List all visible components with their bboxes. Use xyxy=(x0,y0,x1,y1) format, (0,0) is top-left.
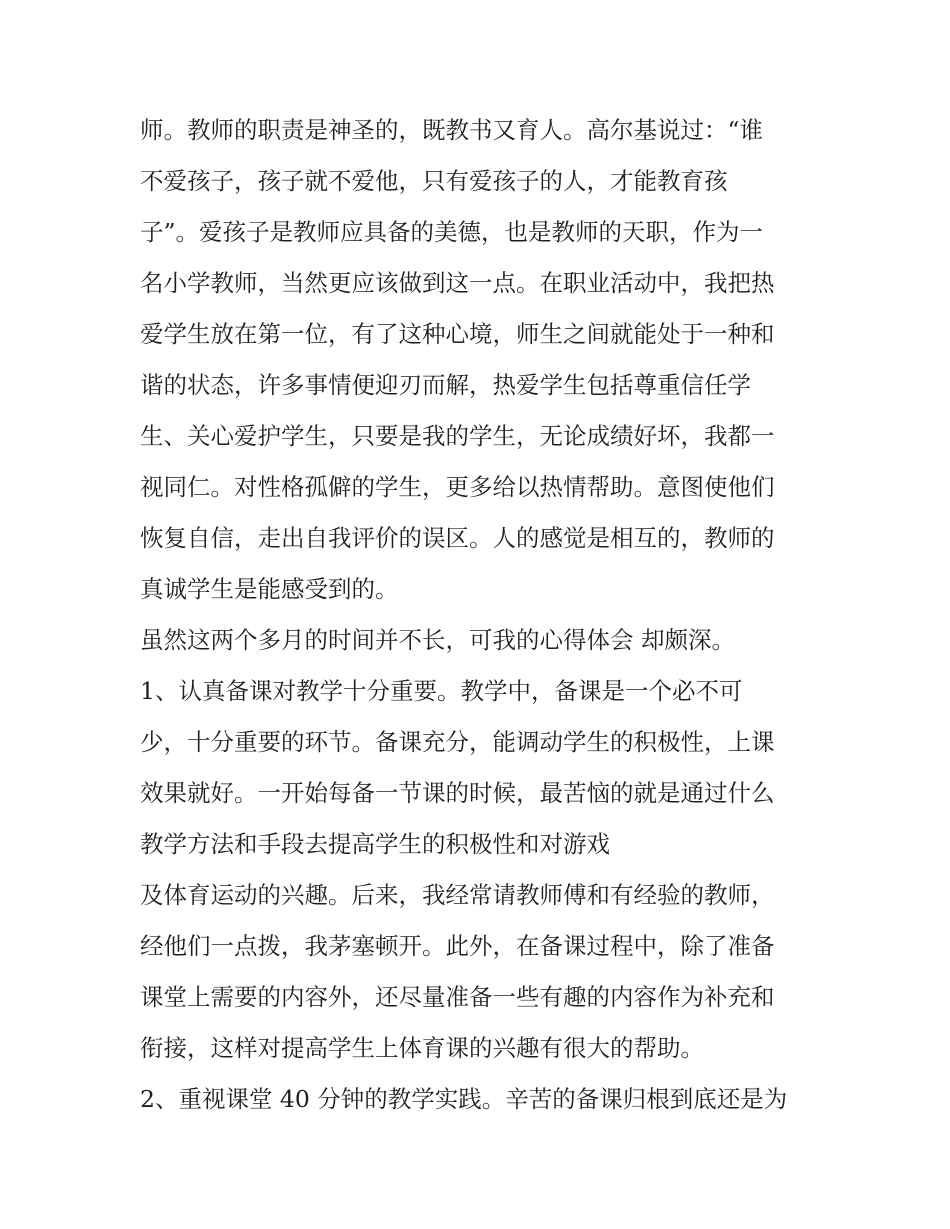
text-line: 经他们一点拨，我茅塞顿开。此外，在备课过程中，除了准备 xyxy=(140,932,775,960)
text-line: 爱学生放在第一位，有了这种心境，师生之间就能处于一种和 xyxy=(140,320,775,348)
text-line: 课堂上需要的内容外，还尽量准备一些有趣的内容作为补充和 xyxy=(140,983,775,1011)
text-line: 少，十分重要的环节。备课充分，能调动学生的积极性，上课 xyxy=(140,728,775,756)
text-line: 谐的状态，许多事情便迎刃而解，热爱学生包括尊重信任学 xyxy=(140,371,751,399)
text-line: 教学方法和手段去提高学生的积极性和对游戏 xyxy=(140,830,610,858)
text-line: 不爱孩子，孩子就不爱他，只有爱孩子的人，才能教育孩 xyxy=(140,167,728,195)
body-text xyxy=(140,108,820,1128)
text-line: 生、关心爱护学生，只要是我的学生，无论成绩好坏，我都一 xyxy=(140,422,775,450)
text-line: 真诚学生是能感受到的。 xyxy=(140,575,399,603)
text-line: 1、认真备课对教学十分重要。教学中，备课是一个必不可 xyxy=(140,677,743,705)
text-line: 2、重视课堂 40 分钟的教学实践。辛苦的备课归根到底还是为 xyxy=(140,1085,788,1113)
text-line: 衔接，这样对提高学生上体育课的兴趣有很大的帮助。 xyxy=(140,1034,704,1062)
text-line: 恢复自信，走出自我评价的误区。人的感觉是相互的，教师的 xyxy=(140,524,775,552)
text-line: 视同仁。对性格孤僻的学生，更多给以热情帮助。意图使他们 xyxy=(140,473,775,501)
text-line: 及体育运动的兴趣。后来，我经常请教师傅和有经验的教师， xyxy=(140,881,775,909)
text-line: 虽然这两个多月的时间并不长，可我的心得体会 却颇深。 xyxy=(140,626,735,654)
text-line: 师。教师的职责是神圣的，既教书又育人。高尔基说过：“谁 xyxy=(140,116,764,144)
text-line: 子”。爱孩子是教师应具备的美德，也是教师的天职，作为一 xyxy=(140,218,764,246)
text-line: 名小学教师，当然更应该做到这一点。在职业活动中，我把热 xyxy=(140,269,775,297)
text-line: 效果就好。一开始每备一节课的时候，最苦恼的就是通过什么 xyxy=(140,779,775,807)
